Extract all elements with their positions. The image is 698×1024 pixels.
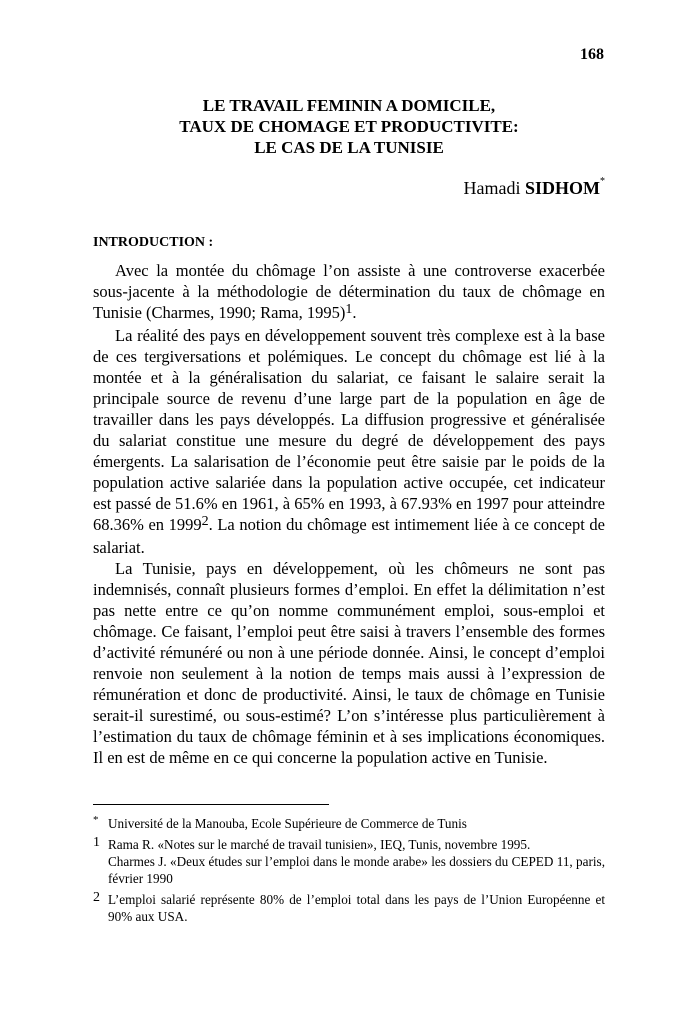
footnotes bbox=[93, 815, 605, 929]
title-line: LE TRAVAIL FEMININ A DOMICILE, bbox=[202, 96, 496, 115]
paragraph-text: La Tunisie, pays en développement, où les chômeurs ne sont pas indemnisés, connaît plusieurs formes d’emploi. En effet la délimitation n’est pas nette entre ce qu’on nomme communément emploi, sous-emploi et chômage. Ce faisant, l’emploi peut être saisi à travers l’ensemble des formes d’activité rémunéré ou non à une période donnée. Ainsi, le concept d’emploi renvoie non seulement à la notion de temps mais aussi à l’expression de rémunération et donc de productivité. Ainsi, le taux de chômage en Tunisie serait-il surestimé, ou sous-estimé? L’on s’intéresse plus particulièrement à l’estimation du taux de chômage féminin et à ses implications économiques. Il en est de même en ce qui concerne la population active en Tunisie. bbox=[93, 559, 605, 767]
section-heading: INTRODUCTION : bbox=[93, 235, 214, 250]
footnote-text: Charmes J. «Deux études sur l’emploi dans le monde arabe» les dossiers du CEPED 11, paris, février 1990 bbox=[108, 854, 605, 886]
footnote-mark: 1 bbox=[93, 835, 100, 850]
author-first-name: Hamadi bbox=[463, 178, 521, 198]
author-last-name: SIDHOM bbox=[524, 178, 600, 198]
footnote-text: Université de la Manouba, Ecole Supérieure de Commerce de Tunis bbox=[108, 816, 467, 831]
footnote-ref: 2 bbox=[201, 514, 209, 529]
paragraph bbox=[93, 260, 605, 325]
paragraph-text-end: . La notion du chômage est intimement liée à ce concept de salariat. bbox=[93, 515, 605, 557]
footnote bbox=[93, 815, 605, 832]
title-line: LE CAS DE LA TUNISIE bbox=[254, 138, 444, 157]
footnote-divider bbox=[93, 804, 329, 805]
footnote-mark: 2 bbox=[93, 890, 100, 905]
author bbox=[464, 178, 606, 199]
author-footnote-mark: * bbox=[600, 176, 605, 187]
paragraph-text: Avec la montée du chômage l’on assiste à une controverse exacerbée sous-jacente à la méthodologie de détermination du taux de chômage en Tunisie (Charmes, 1990; Rama, 1995) bbox=[93, 261, 605, 322]
page-number: 168 bbox=[580, 46, 604, 63]
footnote-text: L’emploi salarié représente 80% de l’emploi total dans les pays de l’Union Européenne et 90% aux USA. bbox=[108, 892, 605, 924]
title-line: TAUX DE CHOMAGE ET PRODUCTIVITE: bbox=[179, 117, 519, 136]
article-title bbox=[93, 95, 605, 158]
paragraph-text-end: . bbox=[352, 303, 357, 322]
paragraph-text: La réalité des pays en développement souvent très complexe est à la base de ces tergiversations et polémiques. Le concept du chômage est lié à la montée et à la généralisation du salariat, ce faisant le salaire serait la principale source de revenu d’une large part de la population en âge de travailler dans les pays développés. La diffusion progressive et généralisée du salariat constitue une mesure du degré de développement des pays émergents. La salarisation de l’économie peut être saisie par le poids de la population active salariée dans la population active occupée, cet indicateur est passé de 51.6% en 1961, à 65% en 1993, à 67.93% en 1997 pour atteindre 68.36% en 1999 bbox=[93, 326, 605, 534]
paragraph bbox=[93, 325, 605, 558]
footnote-mark: * bbox=[93, 814, 99, 826]
body-text bbox=[93, 260, 605, 768]
footnote-text: Rama R. «Notes sur le marché de travail tunisien», IEQ, Tunis, novembre 1995. bbox=[108, 837, 531, 852]
footnote-ref: 1 bbox=[345, 302, 353, 317]
footnote bbox=[93, 891, 605, 925]
paragraph bbox=[93, 558, 605, 768]
footnote bbox=[93, 836, 605, 887]
